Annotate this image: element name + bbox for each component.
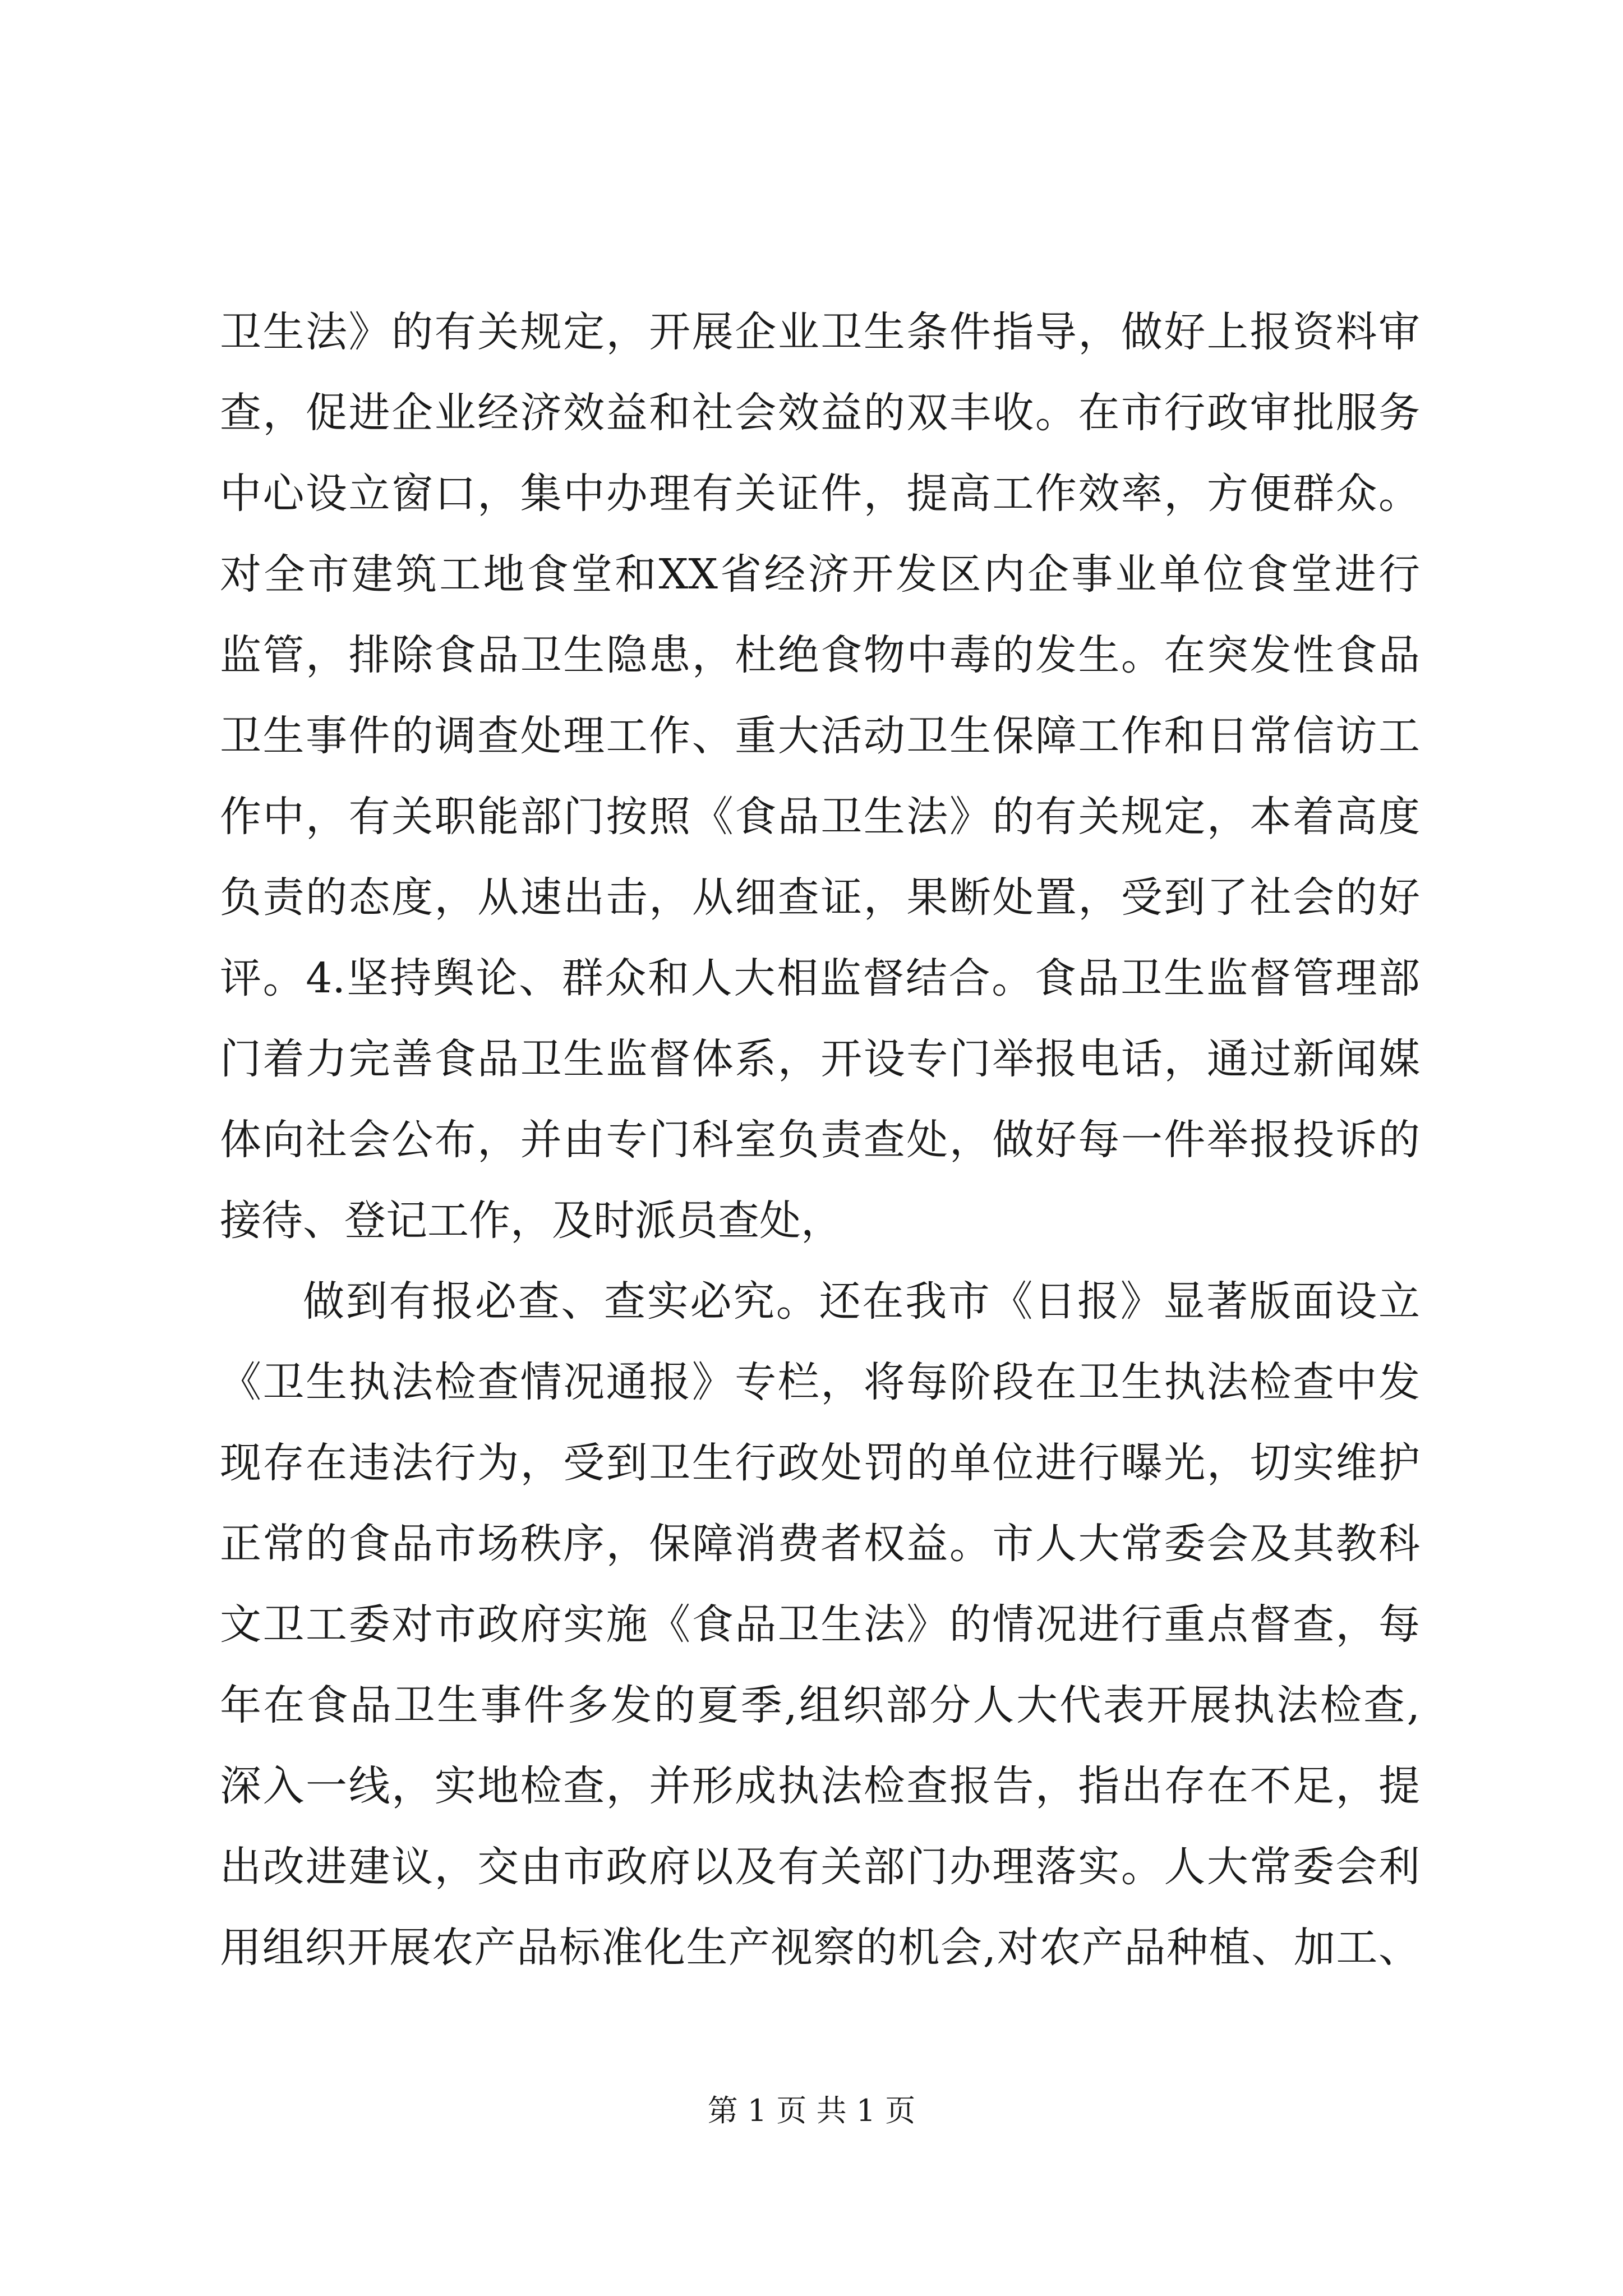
text-line-2: 查，促进企业经济效益和社会效益的双丰收。在市行政审批服务 <box>220 389 1420 437</box>
page-number-label: 第 1 页 共 1 页 <box>707 2093 916 2128</box>
text-line-18: 年在食品卫生事件多发的夏季,组织部分人大代表开展执法检查, <box>220 1681 1420 1729</box>
text-line-19: 深入一线，实地检查，并形成执法检查报告，指出存在不足，提 <box>220 1762 1420 1810</box>
text-line-15: 现存在违法行为，受到卫生行政处罚的单位进行曝光，切实维护 <box>220 1439 1420 1487</box>
text-line-5: 监管，排除食品卫生隐患，杜绝食物中毒的发生。在突发性食品 <box>220 631 1420 679</box>
text-line-13: 做到有报必查、查实必究。还在我市《日报》显著版面设立 <box>303 1277 1420 1326</box>
text-line-1: 卫生法》的有关规定，开展企业卫生条件指导，做好上报资料审 <box>220 308 1420 356</box>
text-line-17: 文卫工委对市政府实施《食品卫生法》的情况进行重点督查，每 <box>220 1600 1420 1649</box>
text-line-4: 对全市建筑工地食堂和XX省经济开发区内企事业单位食堂进行 <box>220 550 1420 599</box>
text-line-6: 卫生事件的调查处理工作、重大活动卫生保障工作和日常信访工 <box>220 712 1420 760</box>
text-line-16: 正常的食品市场秩序，保障消费者权益。市人大常委会及其教科 <box>220 1520 1420 1568</box>
text-line-21: 用组织开展农产品标准化生产视察的机会,对农产品种植、加工、 <box>220 1924 1420 1972</box>
text-line-7: 作中，有关职能部门按照《食品卫生法》的有关规定，本着高度 <box>220 793 1420 841</box>
text-line-10: 门着力完善食品卫生监督体系，开设专门举报电话，通过新闻媒 <box>220 1035 1420 1083</box>
text-line-3: 中心设立窗口，集中办理有关证件，提高工作效率，方便群众。 <box>220 470 1420 518</box>
body-text <box>220 292 1420 1988</box>
text-line-9: 评。4.坚持舆论、群众和人大相监督结合。食品卫生监督管理部 <box>220 954 1420 1002</box>
text-line-14: 《卫生执法检查情况通报》专栏，将每阶段在卫生执法检查中发 <box>220 1358 1420 1406</box>
text-line-12: 接待、登记工作，及时派员查处， <box>220 1197 842 1245</box>
text-line-20: 出改进建议，交由市政府以及有关部门办理落实。人大常委会利 <box>220 1843 1420 1891</box>
text-line-11: 体向社会公布，并由专门科室负责查处，做好每一件举报投诉的 <box>220 1116 1420 1164</box>
text-line-8: 负责的态度，从速出击，从细查证，果断处置，受到了社会的好 <box>220 873 1420 922</box>
page-footer <box>0 2087 1623 2130</box>
